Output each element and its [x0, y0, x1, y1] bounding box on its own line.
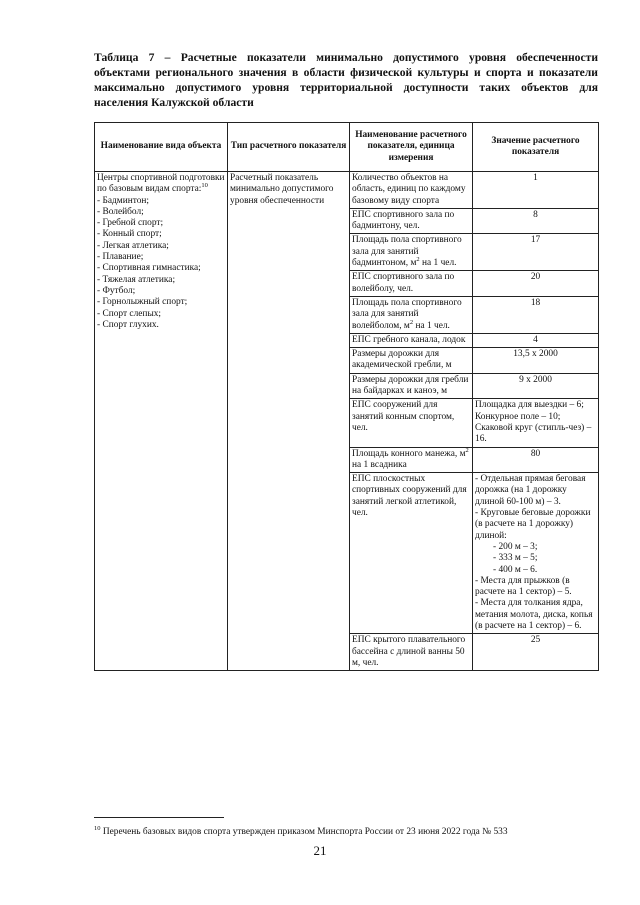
list-item: - Тяжелая атлетика;: [97, 274, 176, 285]
footnote-ref: 10: [201, 182, 208, 190]
list-item: - Спорт глухих.: [97, 319, 159, 330]
indicator-name-cell: ЕПС плоскостных спортивных сооружений для занятий легкой атлетикой, чел.: [350, 473, 473, 634]
table-row: [95, 172, 599, 209]
value-line: - Отдельная прямая беговая дорожка (на 1 дорожку длиной 60-100 м) – 3.: [475, 474, 586, 507]
indicator-type-cell: Расчетный показатель минимально допустимого уровня обеспеченности: [228, 172, 350, 671]
list-item: - Волейбол;: [97, 206, 144, 217]
header-indicator-value: Значение расчетного показателя: [473, 123, 599, 172]
list-item: - Футбол;: [97, 285, 136, 296]
indicator-name-cell: [350, 447, 473, 473]
indicator-name-text: Площадь пола спортивного зала для занятий волейболом, м: [352, 297, 462, 331]
list-item: - Бадминтон;: [97, 195, 150, 206]
indicator-value-cell: 1: [473, 172, 599, 209]
value-line: Площадка для выездки – 6;: [475, 400, 584, 411]
list-item: - Плавание;: [97, 252, 144, 263]
indicator-name-cell: Размеры дорожки для академической гребли, м: [350, 348, 473, 374]
indicator-value-cell: 13,5 х 2000: [473, 348, 599, 374]
indicator-value-cell: 80: [473, 447, 599, 473]
indicator-name-cell: ЕПС спортивного зала по волейболу, чел.: [350, 271, 473, 297]
value-line: Конкурное поле – 10;: [475, 411, 561, 422]
footnote: [94, 826, 604, 838]
unit-superscript: 2: [409, 318, 414, 326]
indicator-value-cell: 8: [473, 208, 599, 234]
sports-list: [97, 196, 225, 332]
indicator-value-cell: [473, 473, 599, 634]
indicator-value-cell: 17: [473, 234, 599, 271]
page-number: 21: [313, 843, 327, 858]
unit-superscript: 2: [465, 446, 469, 454]
indicator-name-cell: Размеры дорожки для гребли на байдарках и каноэ, м: [350, 373, 473, 399]
value-line: - Круговые беговые дорожки (в расчете на 1 дорожку) длиной:: [475, 508, 591, 541]
header-object-name: Наименование вида объекта: [95, 123, 228, 172]
list-item: - Горнолыжный спорт;: [97, 297, 188, 308]
indicator-value-cell: 9 х 2000: [473, 373, 599, 399]
indicator-name-cell: ЕПС гребного канала, лодок: [350, 333, 473, 347]
unit-superscript: 2: [416, 255, 420, 263]
header-indicator-type: Тип расчетного показателя: [228, 123, 350, 172]
value-line: - Места для прыжков (в расчете на 1 сектор) – 5.: [475, 575, 572, 598]
list-item: - Гребной спорт;: [97, 218, 164, 229]
header-indicator-name: Наименование расчетного показателя, единица измерения: [350, 123, 473, 172]
list-item: - Спортивная гимнастика;: [97, 263, 201, 274]
table-title: Таблица 7 – Расчетные показатели минимально допустимого уровня обеспеченности объектами регионального значения в области физической культуры и спорта и показатели максимально допустимого уровня территориальной доступности таких объектов для населения Калужской области: [94, 51, 598, 109]
value-line: - 200 м – 3;: [493, 541, 538, 552]
footnote-number: 10: [94, 824, 101, 832]
value-line: - 400 м – 6.: [493, 564, 538, 575]
indicator-name-tail: на 1 чел.: [413, 320, 450, 331]
indicator-value-cell: 4: [473, 333, 599, 347]
object-intro: Центры спортивной подготовки по базовым видам спорта:: [97, 173, 225, 195]
list-item: - Спорт слепых;: [97, 308, 162, 319]
indicators-table: [94, 122, 599, 671]
indicator-name-tail: на 1 всадника: [352, 459, 407, 470]
indicator-name-text: Площадь конного манежа, м: [352, 448, 466, 459]
indicator-name-cell: ЕПС спортивного зала по бадминтону, чел.: [350, 208, 473, 234]
indicator-value-cell: 25: [473, 634, 599, 671]
indicator-value-cell: 20: [473, 271, 599, 297]
value-line: Скаковой круг (стипль-чез) – 16.: [475, 422, 592, 445]
footnote-text: Перечень базовых видов спорта утвержден приказом Минспорта России от 23 июня 2022 года № 533: [100, 827, 508, 837]
indicator-name-cell: Количество объектов на область, единиц по каждому базовому виду спорта: [350, 172, 473, 209]
indicator-name-cell: ЕПС крытого плавательного бассейна с длиной ванны 50 м, чел.: [350, 634, 473, 671]
list-item: - Конный спорт;: [97, 229, 162, 240]
table-header-row: [95, 123, 599, 172]
value-line: - 333 м – 5;: [493, 553, 538, 564]
indicator-name-cell: [350, 296, 473, 333]
value-line: - Места для толкания ядра, метания молота, диска, копья (в расчете на 1 сектор) – 6.: [475, 598, 593, 631]
list-item: - Легкая атлетика;: [97, 240, 169, 251]
indicator-value-cell: 18: [473, 296, 599, 333]
indicator-name-tail: на 1 чел.: [419, 258, 457, 269]
indicator-name-cell: [350, 234, 473, 271]
indicator-name-text: Площадь пола спортивного зала для занятий бадминтоном, м: [352, 235, 462, 269]
footnote-divider: [94, 817, 224, 818]
object-cell: [95, 172, 228, 671]
indicator-name-cell: ЕПС сооружений для занятий конным спортом, чел.: [350, 399, 473, 447]
indicator-value-cell: [473, 399, 599, 447]
